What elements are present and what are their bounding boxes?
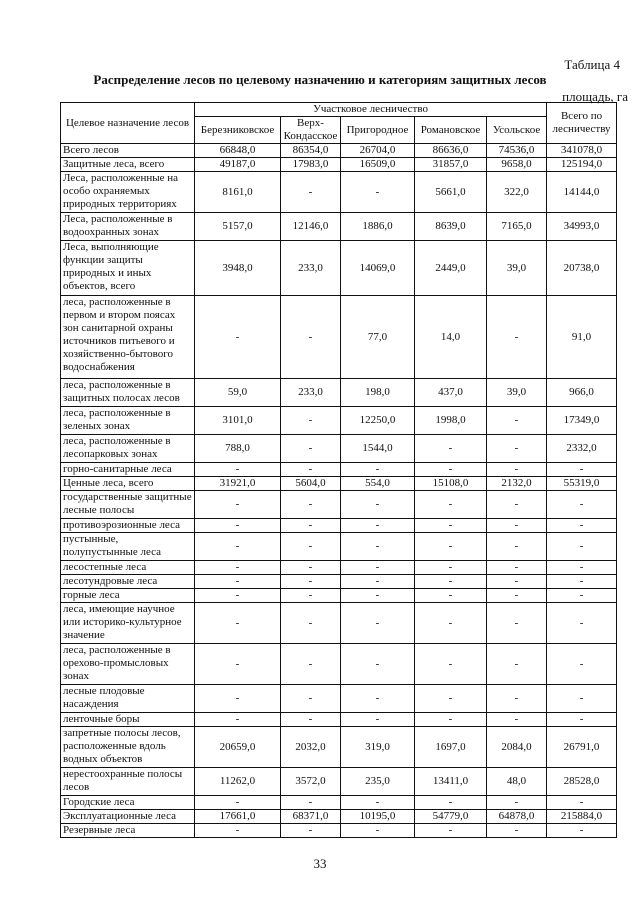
value-cell: 12250,0 [341, 407, 415, 435]
value-cell: 9658,0 [487, 158, 547, 172]
table-row [61, 435, 617, 463]
row-label: Всего лесов [61, 144, 195, 158]
district-header-bereznikovskoe: Березниковское [195, 117, 281, 144]
value-cell: - [415, 796, 487, 810]
total-value-cell: 966,0 [547, 379, 617, 407]
district-header-romanovskoe: Романовское [415, 117, 487, 144]
value-cell: - [341, 575, 415, 589]
value-cell: - [415, 561, 487, 575]
value-cell: 1886,0 [341, 213, 415, 241]
table-row [61, 796, 617, 810]
value-cell: - [281, 644, 341, 685]
value-cell: - [281, 172, 341, 213]
total-value-cell: 55319,0 [547, 477, 617, 491]
table-row [61, 407, 617, 435]
total-value-cell: 14144,0 [547, 172, 617, 213]
value-cell: - [415, 575, 487, 589]
value-cell: - [415, 644, 487, 685]
value-cell: - [195, 796, 281, 810]
row-label: Леса, расположенные в водоохранных зонах [61, 213, 195, 241]
value-cell: 39,0 [487, 241, 547, 296]
table-row [61, 575, 617, 589]
row-label: запретные полосы лесов, расположенные вдоль водных объектов [61, 727, 195, 768]
value-cell: 64878,0 [487, 810, 547, 824]
value-cell: 20659,0 [195, 727, 281, 768]
value-cell: - [195, 575, 281, 589]
value-cell: - [487, 796, 547, 810]
value-cell: - [415, 589, 487, 603]
value-cell: - [195, 533, 281, 561]
total-value-cell: - [547, 561, 617, 575]
district-header-verkh-kondasskoe: Верх-Кондасское [281, 117, 341, 144]
table-row [61, 213, 617, 241]
value-cell: - [195, 491, 281, 519]
value-cell: - [487, 533, 547, 561]
total-value-cell: 28528,0 [547, 768, 617, 796]
table-row [61, 379, 617, 407]
value-cell: - [487, 435, 547, 463]
value-cell: - [341, 644, 415, 685]
units-label: площадь, га [562, 89, 628, 104]
value-cell: - [281, 533, 341, 561]
total-value-cell: - [547, 575, 617, 589]
value-cell: - [341, 533, 415, 561]
value-cell: 5157,0 [195, 213, 281, 241]
table-row [61, 810, 617, 824]
value-cell: - [195, 685, 281, 713]
row-label: Резервные леса [61, 824, 195, 838]
total-value-cell: 20738,0 [547, 241, 617, 296]
total-value-cell: 125194,0 [547, 158, 617, 172]
value-cell: - [281, 824, 341, 838]
value-cell: 233,0 [281, 379, 341, 407]
value-cell: - [415, 685, 487, 713]
document-title: Распределение лесов по целевому назначению и категориям защитных лесов [93, 72, 547, 87]
row-label: леса, расположенные в первом и втором поясах зон санитарной охраны источников питьевого и хозяйственно-бытового водоснабжения [61, 296, 195, 379]
total-column-header: Всего по лесничеству [547, 103, 617, 144]
forest-distribution-table [60, 102, 617, 838]
value-cell: - [195, 561, 281, 575]
value-cell: 39,0 [487, 379, 547, 407]
total-value-cell: 17349,0 [547, 407, 617, 435]
value-cell: - [341, 561, 415, 575]
total-value-cell: 26791,0 [547, 727, 617, 768]
value-cell: 235,0 [341, 768, 415, 796]
value-cell: - [415, 463, 487, 477]
value-cell: 8161,0 [195, 172, 281, 213]
value-cell: - [487, 589, 547, 603]
value-cell: 66848,0 [195, 144, 281, 158]
row-label: Леса, расположенные на особо охраняемых природных территориях [61, 172, 195, 213]
table-row [61, 561, 617, 575]
value-cell: 11262,0 [195, 768, 281, 796]
value-cell: - [487, 824, 547, 838]
value-cell: - [487, 463, 547, 477]
value-cell: 3948,0 [195, 241, 281, 296]
value-cell: - [195, 296, 281, 379]
value-cell: - [341, 713, 415, 727]
value-cell: - [487, 713, 547, 727]
total-value-cell: - [547, 685, 617, 713]
value-cell: 48,0 [487, 768, 547, 796]
total-value-cell: 2332,0 [547, 435, 617, 463]
value-cell: 31921,0 [195, 477, 281, 491]
value-cell: - [341, 824, 415, 838]
value-cell: 77,0 [341, 296, 415, 379]
value-cell: 2032,0 [281, 727, 341, 768]
purpose-column-header: Целевое назначение лесов [61, 103, 195, 144]
value-cell: 233,0 [281, 241, 341, 296]
value-cell: - [487, 296, 547, 379]
value-cell: 13411,0 [415, 768, 487, 796]
value-cell: - [341, 519, 415, 533]
value-cell: 5604,0 [281, 477, 341, 491]
row-label: леса, имеющие научное или историко-культурное значение [61, 603, 195, 644]
district-header-usolskoe: Усольское [487, 117, 547, 144]
value-cell: - [281, 407, 341, 435]
value-cell: 3101,0 [195, 407, 281, 435]
table-row [61, 241, 617, 296]
row-label: леса, расположенные в защитных полосах лесов [61, 379, 195, 407]
value-cell: - [415, 435, 487, 463]
value-cell: 14069,0 [341, 241, 415, 296]
table-row [61, 491, 617, 519]
value-cell: 68371,0 [281, 810, 341, 824]
value-cell: - [487, 519, 547, 533]
value-cell: - [281, 603, 341, 644]
row-label: Ценные леса, всего [61, 477, 195, 491]
value-cell: - [281, 519, 341, 533]
row-label: Защитные леса, всего [61, 158, 195, 172]
value-cell: - [487, 685, 547, 713]
row-label: ленточные боры [61, 713, 195, 727]
table-row [61, 144, 617, 158]
total-value-cell: - [547, 491, 617, 519]
table-row [61, 768, 617, 796]
value-cell: 86636,0 [415, 144, 487, 158]
value-cell: 17661,0 [195, 810, 281, 824]
table-row [61, 685, 617, 713]
value-cell: 2084,0 [487, 727, 547, 768]
table-row [61, 296, 617, 379]
value-cell: - [415, 824, 487, 838]
value-cell: - [341, 589, 415, 603]
page-number: 33 [313, 856, 327, 871]
value-cell: - [281, 685, 341, 713]
value-cell: - [415, 603, 487, 644]
value-cell: - [195, 589, 281, 603]
value-cell: - [195, 824, 281, 838]
row-label: пустынные, полупустынные леса [61, 533, 195, 561]
value-cell: 554,0 [341, 477, 415, 491]
row-label: горно-санитарные леса [61, 463, 195, 477]
value-cell: 8639,0 [415, 213, 487, 241]
total-value-cell: - [547, 824, 617, 838]
value-cell: - [487, 407, 547, 435]
value-cell: 26704,0 [341, 144, 415, 158]
value-cell: 1544,0 [341, 435, 415, 463]
table-row [61, 589, 617, 603]
value-cell: 86354,0 [281, 144, 341, 158]
value-cell: 2132,0 [487, 477, 547, 491]
value-cell: 14,0 [415, 296, 487, 379]
value-cell: - [281, 796, 341, 810]
value-cell: - [341, 685, 415, 713]
value-cell: 49187,0 [195, 158, 281, 172]
total-value-cell: 34993,0 [547, 213, 617, 241]
value-cell: - [195, 603, 281, 644]
district-group-header: Участковое лесничество [195, 103, 547, 117]
value-cell: 17983,0 [281, 158, 341, 172]
row-label: леса, расположенные в лесопарковых зонах [61, 435, 195, 463]
row-label: лесотундровые леса [61, 575, 195, 589]
row-label: нерестоохранные полосы лесов [61, 768, 195, 796]
value-cell: - [487, 575, 547, 589]
row-label: леса, расположенные в зеленых зонах [61, 407, 195, 435]
value-cell: - [341, 172, 415, 213]
table-row [61, 533, 617, 561]
table-body [61, 144, 617, 838]
value-cell: 16509,0 [341, 158, 415, 172]
table-row [61, 463, 617, 477]
table-row [61, 158, 617, 172]
value-cell: 15108,0 [415, 477, 487, 491]
value-cell: 1998,0 [415, 407, 487, 435]
district-header-prigorodnoe: Пригородное [341, 117, 415, 144]
table-row [61, 477, 617, 491]
total-value-cell: - [547, 589, 617, 603]
row-label: лесные плодовые насаждения [61, 685, 195, 713]
value-cell: - [341, 491, 415, 519]
row-label: государственные защитные лесные полосы [61, 491, 195, 519]
value-cell: - [415, 491, 487, 519]
total-value-cell: - [547, 713, 617, 727]
value-cell: - [281, 463, 341, 477]
value-cell: - [415, 519, 487, 533]
value-cell: 322,0 [487, 172, 547, 213]
value-cell: 198,0 [341, 379, 415, 407]
value-cell: - [281, 575, 341, 589]
value-cell: 12146,0 [281, 213, 341, 241]
value-cell: - [341, 463, 415, 477]
value-cell: - [195, 644, 281, 685]
total-value-cell: - [547, 463, 617, 477]
value-cell: - [281, 561, 341, 575]
total-value-cell: 91,0 [547, 296, 617, 379]
value-cell: - [281, 589, 341, 603]
value-cell: 319,0 [341, 727, 415, 768]
table-label: Таблица 4 [564, 57, 620, 72]
total-value-cell: - [547, 533, 617, 561]
value-cell: - [487, 603, 547, 644]
table-row [61, 713, 617, 727]
table-row [61, 172, 617, 213]
value-cell: 7165,0 [487, 213, 547, 241]
value-cell: - [281, 491, 341, 519]
row-label: Городские леса [61, 796, 195, 810]
value-cell: - [281, 713, 341, 727]
value-cell: - [487, 491, 547, 519]
value-cell: - [281, 435, 341, 463]
total-value-cell: 341078,0 [547, 144, 617, 158]
value-cell: 788,0 [195, 435, 281, 463]
table-row [61, 603, 617, 644]
value-cell: 1697,0 [415, 727, 487, 768]
table-row [61, 727, 617, 768]
row-label: леса, расположенные в орехово-промысловых зонах [61, 644, 195, 685]
value-cell: 10195,0 [341, 810, 415, 824]
value-cell: - [341, 796, 415, 810]
value-cell: - [341, 603, 415, 644]
value-cell: - [195, 713, 281, 727]
total-value-cell: - [547, 796, 617, 810]
value-cell: 59,0 [195, 379, 281, 407]
value-cell: 74536,0 [487, 144, 547, 158]
value-cell: - [487, 644, 547, 685]
value-cell: - [487, 561, 547, 575]
value-cell: 2449,0 [415, 241, 487, 296]
value-cell: - [415, 533, 487, 561]
row-label: Леса, выполняющие функции защиты природных и иных объектов, всего [61, 241, 195, 296]
total-value-cell: - [547, 644, 617, 685]
total-value-cell: - [547, 519, 617, 533]
value-cell: 3572,0 [281, 768, 341, 796]
row-label: противоэрозионные леса [61, 519, 195, 533]
value-cell: 54779,0 [415, 810, 487, 824]
total-value-cell: 215884,0 [547, 810, 617, 824]
row-label: Эксплуатационные леса [61, 810, 195, 824]
value-cell: - [195, 463, 281, 477]
value-cell: 437,0 [415, 379, 487, 407]
table-row [61, 824, 617, 838]
row-label: горные леса [61, 589, 195, 603]
row-label: лесостепные леса [61, 561, 195, 575]
value-cell: - [281, 296, 341, 379]
value-cell: 31857,0 [415, 158, 487, 172]
total-value-cell: - [547, 603, 617, 644]
value-cell: - [415, 713, 487, 727]
value-cell: - [195, 519, 281, 533]
value-cell: 5661,0 [415, 172, 487, 213]
table-row [61, 519, 617, 533]
table-row [61, 644, 617, 685]
